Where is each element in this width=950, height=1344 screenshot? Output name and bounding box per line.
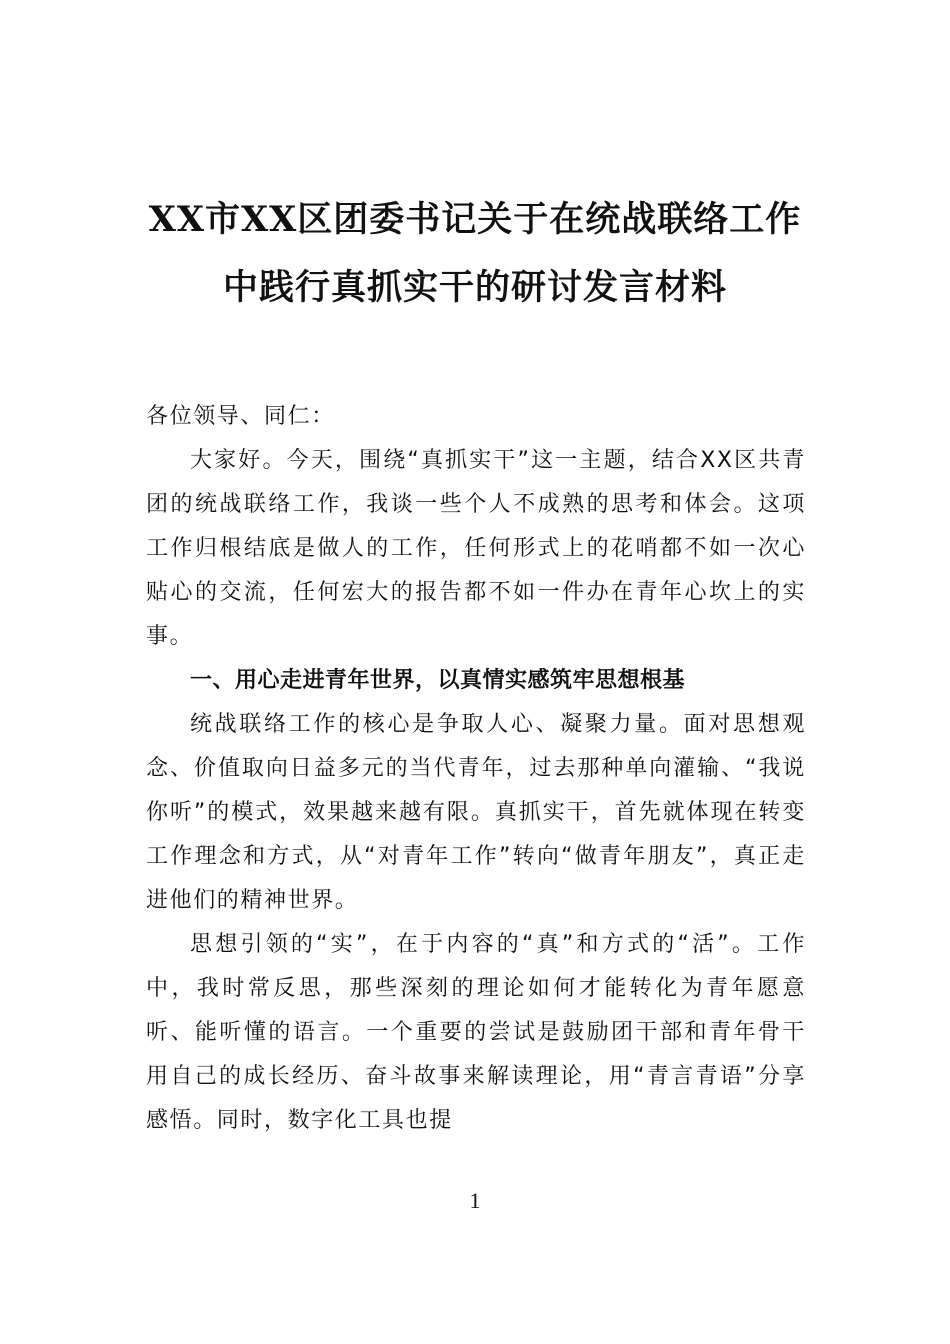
paragraph-section-1-a: 统战联络工作的核心是争取人心、凝聚力量。面对思想观念、价值取向日益多元的当代青年，过去那种单向灌输、“我说你听”的模式，效果越来越有限。真抓实干，首先就体现在转变工作理念和方式，从“对青年工作”转向“做青年朋友”，真正走进他们的精神世界。 — [146, 712, 806, 913]
page-number: 1 — [469, 1188, 481, 1213]
document-title-line-2: 中践行真抓实干的研讨发言材料 — [222, 267, 727, 308]
document-title-line-1: XX市XX区团委书记关于在统战联络工作 — [148, 199, 802, 240]
salutation: 各位领导、同仁： — [146, 404, 335, 429]
paragraph-section-1-b: 思想引领的“实”，在于内容的“真”和方式的“活”。工作中，我时常反思，那些深刻的理论如何才能转化为青年愿意听、能听懂的语言。一个重要的尝试是鼓励团干部和青年骨干用自己的成长经历、奋斗故事来解读理论，用“青言青语”分享感悟。同时，数字化工具也提 — [146, 932, 806, 1133]
document-body — [146, 395, 806, 1143]
section-heading-1: 一、用心走进青年世界，以真情实感筑牢思想根基 — [190, 668, 686, 693]
paragraph-intro: 大家好。今天，围绕“真抓实干”这一主题，结合XX区共青团的统战联络工作，我谈一些个人不成熟的思考和体会。这项工作归根结底是做人的工作，任何形式上的花哨都不如一次心贴心的交流，任何宏大的报告都不如一件办在青年心坎上的实事。 — [146, 448, 806, 649]
